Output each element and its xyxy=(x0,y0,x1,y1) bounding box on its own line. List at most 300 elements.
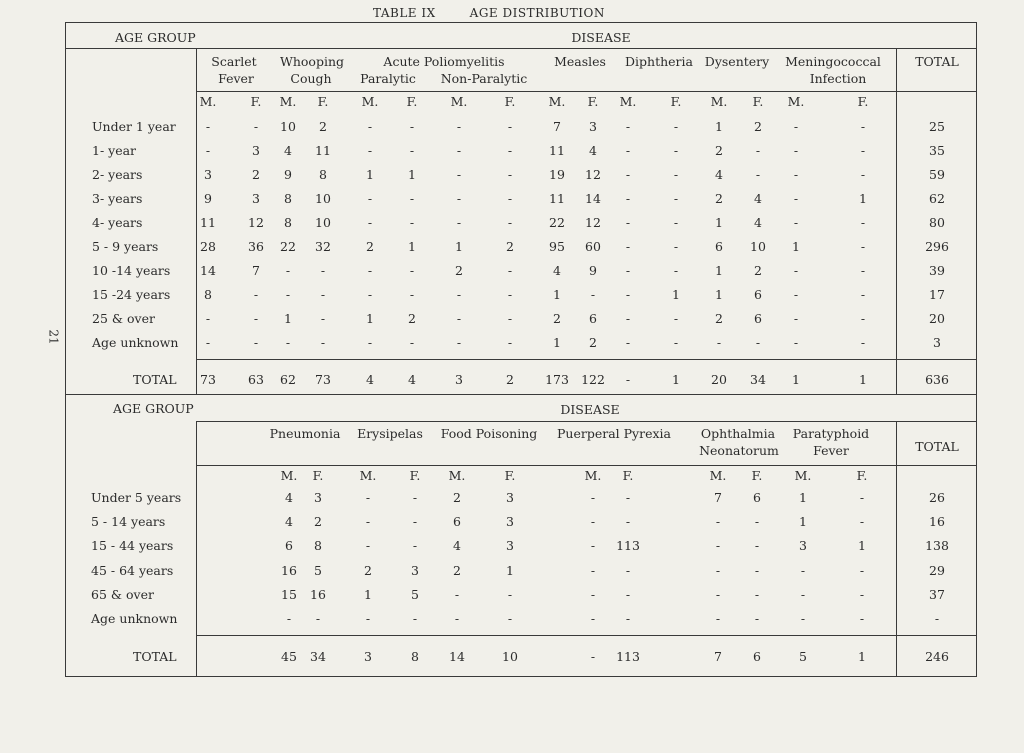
total-cell: 62 xyxy=(280,372,296,387)
total-cell: - xyxy=(590,649,596,664)
table-cell: 1 xyxy=(792,239,800,254)
table-cell: - xyxy=(367,143,373,158)
sex-header: M. xyxy=(584,468,602,483)
table-cell: 3 xyxy=(506,514,514,529)
table-cell: - xyxy=(625,143,631,158)
table-cell: - xyxy=(412,538,418,553)
table-cell: - xyxy=(673,119,679,134)
total-cell: 4 xyxy=(366,372,374,387)
t1-disease-scarlet: Scarlet xyxy=(211,54,257,69)
table-cell: - xyxy=(590,287,596,302)
table-cell: 2 xyxy=(364,563,372,578)
table-cell: - xyxy=(754,563,760,578)
table-cell: - xyxy=(715,611,721,626)
table-cell: - xyxy=(625,167,631,182)
t2-disease-puerperal: Puerperal Pyrexia xyxy=(557,426,671,441)
table-cell: - xyxy=(673,143,679,158)
table-cell: 1 xyxy=(408,167,416,182)
row-label: 45 - 64 years xyxy=(91,563,174,578)
table-cell: 1 xyxy=(364,587,372,602)
sex-header: F. xyxy=(409,468,421,483)
table-cell: - xyxy=(253,311,259,326)
row-total: 296 xyxy=(925,239,949,254)
table-cell: 5 xyxy=(411,587,419,602)
table-cell: 9 xyxy=(284,167,292,182)
row-total: - xyxy=(934,611,940,626)
t2-disease-erysipelas: Erysipelas xyxy=(357,426,423,441)
row-label: Age unknown xyxy=(92,335,179,350)
total-cell: 20 xyxy=(711,372,727,387)
table-cell: - xyxy=(507,167,513,182)
table-cell: - xyxy=(793,335,799,350)
table-cell: - xyxy=(625,215,631,230)
subheader-rule xyxy=(196,91,977,92)
table-cell: 2 xyxy=(453,490,461,505)
table-number: TABLE IX xyxy=(373,6,436,20)
table-cell: 1 xyxy=(553,335,561,350)
total-cell: 113 xyxy=(616,649,640,664)
table-cell: - xyxy=(367,215,373,230)
table-cell: - xyxy=(409,263,415,278)
sex-header: M. xyxy=(794,468,812,483)
table-cell: 1 xyxy=(408,239,416,254)
t1-disease-whooping: Whooping xyxy=(279,54,345,69)
total-column-divider xyxy=(896,48,897,394)
table-cell: - xyxy=(285,263,291,278)
table-cell: - xyxy=(590,611,596,626)
table-cell: 6 xyxy=(754,287,762,302)
total-cell: - xyxy=(625,372,631,387)
table-cell: 3 xyxy=(799,538,807,553)
table-cell: 11 xyxy=(315,143,331,158)
t1-disease-polio-paralytic: Paralytic xyxy=(360,71,416,86)
table-cell: - xyxy=(859,563,865,578)
table-cell: - xyxy=(590,490,596,505)
table-cell: 3 xyxy=(314,490,322,505)
table-cell: 2 xyxy=(506,239,514,254)
table-cell: 2 xyxy=(408,311,416,326)
t1-disease-header: DISEASE xyxy=(571,30,631,45)
t2-disease-paratyphoid: Paratyphoid xyxy=(792,426,870,441)
table-cell: 10 xyxy=(315,191,331,206)
table-cell: 4 xyxy=(285,514,293,529)
t1-disease-meningococcal-2: Infection xyxy=(809,71,867,86)
table-cell: 3 xyxy=(252,191,260,206)
table-cell: 1 xyxy=(799,514,807,529)
table-cell: 36 xyxy=(248,239,264,254)
total-row-label: TOTAL xyxy=(133,649,177,664)
sex-header: M. xyxy=(280,468,298,483)
total-rule-2 xyxy=(196,635,977,636)
table-cell: - xyxy=(716,335,722,350)
t2-disease-ophthalmia-2: Neonatorum xyxy=(699,443,779,458)
total-row-label: TOTAL xyxy=(133,372,177,387)
sex-header: M. xyxy=(709,468,727,483)
row-total: 16 xyxy=(929,514,945,529)
table-cell: - xyxy=(507,119,513,134)
table-frame xyxy=(65,22,977,677)
row-total: 59 xyxy=(929,167,945,182)
table-cell: 6 xyxy=(453,514,461,529)
table-cell: - xyxy=(800,563,806,578)
table-cell: - xyxy=(507,311,513,326)
sex-header: M. xyxy=(450,94,468,109)
total-cell: 34 xyxy=(310,649,326,664)
table-cell: - xyxy=(286,611,292,626)
table-cell: 4 xyxy=(754,191,762,206)
t2-disease-pneumonia: Pneumonia xyxy=(269,426,341,441)
table-cell: 2 xyxy=(453,563,461,578)
table-cell: 1 xyxy=(366,311,374,326)
table-cell: - xyxy=(507,587,513,602)
table-cell: - xyxy=(673,311,679,326)
table-cell: 14 xyxy=(585,191,601,206)
t1-disease-diphtheria: Diphtheria xyxy=(625,54,693,69)
t1-disease-meningococcal: Meningococcal xyxy=(785,54,881,69)
table-cell: - xyxy=(456,143,462,158)
table-cell: 2 xyxy=(754,263,762,278)
table-cell: 3 xyxy=(589,119,597,134)
table-cell: 1 xyxy=(672,287,680,302)
page-number: 21 xyxy=(46,329,61,345)
table-cell: - xyxy=(860,167,866,182)
table-cell: - xyxy=(793,287,799,302)
table-cell: - xyxy=(507,335,513,350)
table-cell: - xyxy=(320,287,326,302)
t1-disease-dysentery: Dysentery xyxy=(704,54,770,69)
table-cell: 2 xyxy=(319,119,327,134)
table-cell: 22 xyxy=(280,239,296,254)
table-subtitle: AGE DISTRIBUTION xyxy=(469,6,605,20)
t2-age-group-header: AGE GROUP xyxy=(113,401,194,416)
table-cell: - xyxy=(625,611,631,626)
table-cell: - xyxy=(409,191,415,206)
total-cell: 122 xyxy=(581,372,605,387)
sex-header: M. xyxy=(448,468,466,483)
total-cell: 1 xyxy=(858,649,866,664)
table-cell: - xyxy=(409,287,415,302)
row-label: 3- years xyxy=(92,191,143,206)
table-cell: 12 xyxy=(248,215,264,230)
table-cell: - xyxy=(409,119,415,134)
table-cell: - xyxy=(859,587,865,602)
total-cell: 7 xyxy=(714,649,722,664)
table-cell: 1 xyxy=(284,311,292,326)
table-cell: - xyxy=(793,311,799,326)
sex-header: F. xyxy=(670,94,682,109)
sex-header: F. xyxy=(857,94,869,109)
age-column-divider xyxy=(196,48,197,394)
row-label: Age unknown xyxy=(91,611,178,626)
sex-header: F. xyxy=(250,94,262,109)
table-cell: - xyxy=(590,514,596,529)
table-cell: - xyxy=(755,143,761,158)
table-cell: - xyxy=(673,167,679,182)
table-cell: - xyxy=(754,538,760,553)
table-cell: - xyxy=(755,335,761,350)
table-cell: - xyxy=(590,587,596,602)
table-cell: - xyxy=(793,215,799,230)
table-cell: - xyxy=(365,611,371,626)
row-label: 5 - 14 years xyxy=(91,514,166,529)
table-cell: - xyxy=(456,167,462,182)
table-cell: - xyxy=(860,215,866,230)
table-cell: - xyxy=(590,538,596,553)
t1-total-header: TOTAL xyxy=(915,54,959,69)
table-cell: 3 xyxy=(506,538,514,553)
row-total: 20 xyxy=(929,311,945,326)
table-cell: 5 xyxy=(314,563,322,578)
table-cell: - xyxy=(409,143,415,158)
table-cell: - xyxy=(754,514,760,529)
t2-disease-food-poisoning: Food Poisoning xyxy=(440,426,538,441)
row-total: 37 xyxy=(929,587,945,602)
table-cell: - xyxy=(625,587,631,602)
table-cell: 4 xyxy=(553,263,561,278)
table-cell: - xyxy=(320,263,326,278)
sex-header: F. xyxy=(622,468,634,483)
row-label: 15 -24 years xyxy=(92,287,171,302)
table-cell: - xyxy=(507,611,513,626)
row-label: 4- years xyxy=(92,215,143,230)
sex-header: M. xyxy=(279,94,297,109)
row-total: 17 xyxy=(929,287,945,302)
table-cell: - xyxy=(454,611,460,626)
grand-total: 246 xyxy=(925,649,949,664)
sex-header: F. xyxy=(752,94,764,109)
row-label: 2- years xyxy=(92,167,143,182)
total-cell: 63 xyxy=(248,372,264,387)
table-cell: - xyxy=(793,191,799,206)
t2-disease-header: DISEASE xyxy=(560,402,620,417)
table-cell: - xyxy=(800,587,806,602)
header-rule-2 xyxy=(196,421,977,422)
table-cell: - xyxy=(409,215,415,230)
table-cell: - xyxy=(793,119,799,134)
table-cell: - xyxy=(859,490,865,505)
table-cell: - xyxy=(367,191,373,206)
table-cell: 11 xyxy=(549,191,565,206)
table-cell: - xyxy=(456,119,462,134)
table-cell: 10 xyxy=(315,215,331,230)
table-cell: - xyxy=(456,311,462,326)
table-cell: 4 xyxy=(285,490,293,505)
table-cell: - xyxy=(625,263,631,278)
total-cell: 2 xyxy=(506,372,514,387)
total-rule xyxy=(196,359,977,360)
table-cell: 2 xyxy=(252,167,260,182)
row-label: 1- year xyxy=(92,143,137,158)
table-cell: 7 xyxy=(553,119,561,134)
sex-header: F. xyxy=(317,94,329,109)
row-total: 26 xyxy=(929,490,945,505)
table-cell: - xyxy=(625,490,631,505)
age-column-divider-2 xyxy=(196,421,197,677)
table-cell: 1 xyxy=(715,263,723,278)
sex-header: M. xyxy=(548,94,566,109)
table-cell: 2 xyxy=(314,514,322,529)
row-label: 25 & over xyxy=(92,311,155,326)
total-cell: 4 xyxy=(408,372,416,387)
table-cell: - xyxy=(860,143,866,158)
table-cell: - xyxy=(367,119,373,134)
table-cell: 6 xyxy=(589,311,597,326)
row-total: 35 xyxy=(929,143,945,158)
table-cell: 2 xyxy=(455,263,463,278)
row-label: Under 1 year xyxy=(92,119,176,134)
table-cell: 1 xyxy=(455,239,463,254)
table-cell: 6 xyxy=(285,538,293,553)
table-title xyxy=(373,6,639,20)
t1-disease-polio-nonparalytic: Non-Paralytic xyxy=(440,71,528,86)
table-cell: - xyxy=(412,611,418,626)
table-cell: - xyxy=(673,215,679,230)
table-cell: 12 xyxy=(585,167,601,182)
table-cell: - xyxy=(625,563,631,578)
sex-header: F. xyxy=(504,468,516,483)
table-cell: 8 xyxy=(284,215,292,230)
total-cell: 3 xyxy=(364,649,372,664)
table-cell: 1 xyxy=(366,167,374,182)
table-cell: - xyxy=(754,587,760,602)
table-cell: - xyxy=(456,191,462,206)
total-cell: 34 xyxy=(750,372,766,387)
table-cell: 32 xyxy=(315,239,331,254)
table-cell: - xyxy=(625,335,631,350)
table-cell: 7 xyxy=(252,263,260,278)
t1-disease-measles: Measles xyxy=(554,54,606,69)
sex-header: F. xyxy=(751,468,763,483)
total-cell: 1 xyxy=(859,372,867,387)
table-cell: 2 xyxy=(589,335,597,350)
row-label: 5 - 9 years xyxy=(92,239,159,254)
sex-header: M. xyxy=(787,94,805,109)
table-cell: - xyxy=(456,215,462,230)
table-cell: 8 xyxy=(204,287,212,302)
table-cell: 2 xyxy=(715,191,723,206)
table-cell: - xyxy=(715,587,721,602)
table-cell: - xyxy=(507,215,513,230)
table-cell: - xyxy=(673,191,679,206)
total-cell: 73 xyxy=(200,372,216,387)
t2-disease-paratyphoid-2: Fever xyxy=(813,443,849,458)
table-cell: - xyxy=(315,611,321,626)
table-cell: 12 xyxy=(585,215,601,230)
t1-disease-whooping-2: Cough xyxy=(290,71,332,86)
table-cell: 10 xyxy=(280,119,296,134)
header-rule xyxy=(65,48,977,49)
sex-header: F. xyxy=(312,468,324,483)
table-cell: 95 xyxy=(549,239,565,254)
table-cell: 6 xyxy=(753,490,761,505)
table-cell: - xyxy=(860,119,866,134)
table-cell: 8 xyxy=(319,167,327,182)
sex-header: M. xyxy=(710,94,728,109)
table-cell: - xyxy=(367,263,373,278)
t1-disease-polio: Acute Poliomyelitis xyxy=(383,54,505,69)
row-label: Under 5 years xyxy=(91,490,182,505)
table-cell: - xyxy=(754,611,760,626)
table-cell: 6 xyxy=(715,239,723,254)
total-column-divider-2 xyxy=(896,421,897,677)
row-total: 29 xyxy=(929,563,945,578)
table-cell: - xyxy=(860,311,866,326)
t1-disease-scarlet-2: Fever xyxy=(218,71,254,86)
table-cell: - xyxy=(859,514,865,529)
sex-header: F. xyxy=(856,468,868,483)
table-cell: 2 xyxy=(715,143,723,158)
table-cell: 9 xyxy=(204,191,212,206)
table-cell: - xyxy=(253,335,259,350)
table-cell: - xyxy=(320,335,326,350)
table-cell: - xyxy=(793,143,799,158)
table-cell: - xyxy=(253,119,259,134)
table-cell: 10 xyxy=(750,239,766,254)
section-divider xyxy=(65,394,977,395)
total-cell: 6 xyxy=(753,649,761,664)
table-cell: - xyxy=(253,287,259,302)
table-cell: - xyxy=(673,263,679,278)
row-label: 15 - 44 years xyxy=(91,538,174,553)
total-cell: 173 xyxy=(545,372,569,387)
table-cell: 2 xyxy=(366,239,374,254)
table-cell: - xyxy=(409,335,415,350)
t2-disease-ophthalmia: Ophthalmia xyxy=(700,426,776,441)
table-cell: - xyxy=(755,167,761,182)
table-cell: 2 xyxy=(715,311,723,326)
row-total: 39 xyxy=(929,263,945,278)
table-cell: 3 xyxy=(252,143,260,158)
table-cell: - xyxy=(205,335,211,350)
total-cell: 45 xyxy=(281,649,297,664)
t1-age-group-header: AGE GROUP xyxy=(115,30,196,45)
table-cell: 3 xyxy=(204,167,212,182)
sex-header: M. xyxy=(359,468,377,483)
table-cell: - xyxy=(412,490,418,505)
table-cell: - xyxy=(625,191,631,206)
table-cell: - xyxy=(367,335,373,350)
table-cell: - xyxy=(625,311,631,326)
table-cell: - xyxy=(456,335,462,350)
table-cell: 19 xyxy=(549,167,565,182)
table-cell: - xyxy=(860,263,866,278)
total-cell: 1 xyxy=(792,372,800,387)
subheader-rule-2 xyxy=(196,465,977,466)
table-cell: - xyxy=(507,263,513,278)
grand-total: 636 xyxy=(925,372,949,387)
row-total: 138 xyxy=(925,538,949,553)
table-cell: - xyxy=(507,143,513,158)
table-cell: - xyxy=(859,611,865,626)
table-cell: 1 xyxy=(715,215,723,230)
table-cell: - xyxy=(715,563,721,578)
table-cell: - xyxy=(860,239,866,254)
row-label: 10 -14 years xyxy=(92,263,171,278)
table-cell: 15 xyxy=(281,587,297,602)
table-cell: 11 xyxy=(549,143,565,158)
sex-header: M. xyxy=(199,94,217,109)
row-total: 62 xyxy=(929,191,945,206)
sex-header: F. xyxy=(504,94,516,109)
table-cell: - xyxy=(860,287,866,302)
table-cell: - xyxy=(800,611,806,626)
t2-total-header: TOTAL xyxy=(915,439,959,454)
table-cell: 2 xyxy=(553,311,561,326)
table-cell: 113 xyxy=(616,538,640,553)
table-cell: - xyxy=(285,335,291,350)
table-cell: 1 xyxy=(506,563,514,578)
table-cell: 4 xyxy=(715,167,723,182)
